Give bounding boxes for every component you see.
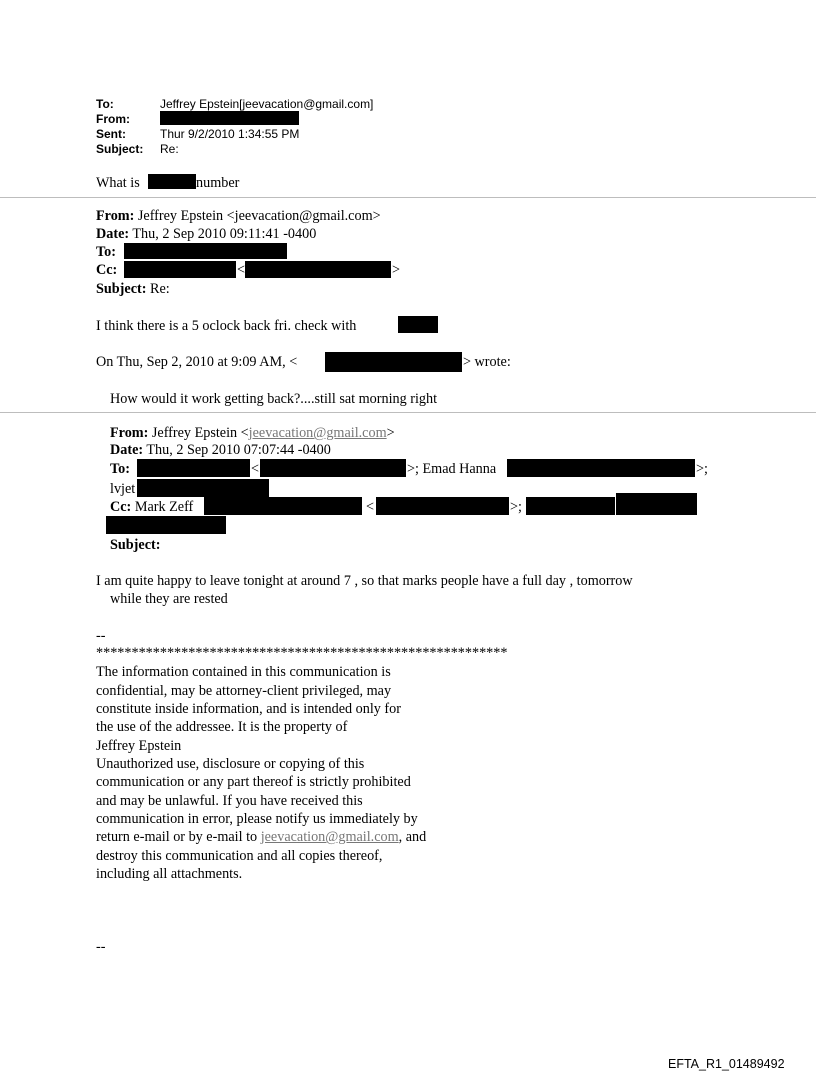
disclaimer-line: communication or any part thereof is strictly prohibited — [96, 774, 411, 790]
redaction-box — [325, 352, 462, 372]
divider — [0, 412, 816, 413]
q2-cc-lt: < — [366, 499, 375, 515]
q2-date-value: Thu, 2 Sep 2010 07:07:44 -0400 — [146, 442, 331, 458]
disclaimer-line: confidential, may be attorney-client privileged, may — [96, 683, 392, 699]
return-post: , and — [398, 829, 427, 845]
q2-body-line1: I am quite happy to leave tonight at around 7 , so that marks people have a full day , tomorrow — [96, 573, 633, 589]
q1-subject-value: Re: — [150, 281, 170, 297]
q1-quote: How would it work getting back?....still sat morning right — [110, 391, 438, 407]
q1-attribution-pre: On Thu, Sep 2, 2010 at 9:09 AM, < — [96, 354, 298, 370]
return-email-link[interactable]: jeevacation@gmail.com — [260, 829, 399, 845]
q2-cc-label: Cc: — [110, 499, 132, 515]
q2-from-email-link[interactable]: jeevacation@gmail.com — [248, 425, 387, 441]
to-value: Jeffrey Epstein[jeevacation@gmail.com] — [160, 97, 374, 111]
disclaimer-line: including all attachments. — [96, 866, 243, 882]
q1-cc-label: Cc: — [96, 262, 118, 278]
q2-date-line — [110, 443, 331, 457]
document-id: EFTA_R1_01489492 — [668, 1057, 785, 1071]
disclaimer-line: and may be unlawful. If you have received this — [96, 793, 363, 809]
redaction-box — [245, 261, 391, 278]
q1-to-label: To: — [96, 244, 116, 260]
disclaimer-line: The information contained in this communication is — [96, 664, 391, 680]
redaction-box — [124, 243, 287, 259]
q1-date-label: Date: — [96, 226, 130, 242]
redaction-box — [160, 111, 299, 125]
divider — [0, 197, 816, 198]
reply-text-pre: What is — [96, 175, 140, 191]
redaction-box — [124, 261, 236, 278]
redaction-box — [507, 459, 695, 477]
disclaimer-return-line — [96, 830, 426, 844]
subject-label: Subject: — [96, 142, 144, 156]
sent-value: Thur 9/2/2010 1:34:55 PM — [160, 127, 300, 141]
q2-to-end: >; — [696, 461, 708, 477]
reply-text-post: number — [196, 175, 240, 191]
q2-to-label: To: — [110, 461, 130, 477]
q2-from-label: From: — [110, 425, 149, 441]
q2-date-label: Date: — [110, 442, 144, 458]
disclaimer-line: the use of the addressee. It is the property of — [96, 719, 348, 735]
to-label: To: — [96, 97, 114, 111]
q2-from-line — [110, 426, 395, 440]
q1-subject-line — [96, 282, 170, 296]
sig-dashes: -- — [96, 628, 106, 644]
subject-value: Re: — [160, 142, 179, 156]
q1-from-value: Jeffrey Epstein <jeevacation@gmail.com> — [137, 208, 381, 224]
q1-cc-lt: < — [237, 262, 246, 278]
redaction-box — [137, 479, 269, 497]
q1-date-line — [96, 227, 316, 241]
disclaimer-line: constitute inside information, and is intended only for — [96, 701, 401, 717]
q2-to-mid: >; Emad Hanna — [407, 461, 497, 477]
q2-from-pre: Jeffrey Epstein < — [151, 425, 249, 441]
q2-cc-line — [110, 500, 193, 514]
q2-to-cont: lvjet — [110, 481, 136, 497]
q1-body: I think there is a 5 oclock back fri. check with — [96, 318, 357, 334]
disclaimer-line: Unauthorized use, disclosure or copying of this — [96, 756, 365, 772]
redaction-box — [137, 459, 250, 477]
q1-attribution-post: > wrote: — [463, 354, 511, 370]
redaction-box — [204, 497, 362, 515]
disclaimer-line: communication in error, please notify us immediately by — [96, 811, 418, 827]
sig-stars: ********************************************************** — [96, 645, 508, 661]
q2-to-lt: < — [251, 461, 260, 477]
q2-body-line2: while they are rested — [110, 591, 228, 607]
redaction-box — [106, 516, 226, 534]
q1-cc-gt: > — [392, 262, 401, 278]
q1-from-line — [96, 209, 381, 223]
redaction-box — [616, 493, 697, 515]
redaction-box — [148, 174, 196, 189]
redaction-box — [376, 497, 509, 515]
from-label: From: — [96, 112, 130, 126]
q1-from-label: From: — [96, 208, 135, 224]
q2-subject-label: Subject: — [110, 537, 161, 553]
q2-cc-gt: >; — [510, 499, 522, 515]
disclaimer-line: Jeffrey Epstein — [96, 738, 182, 754]
sent-label: Sent: — [96, 127, 126, 141]
redaction-box — [526, 497, 615, 515]
q2-from-post: > — [386, 425, 395, 441]
q1-date-value: Thu, 2 Sep 2010 09:11:41 -0400 — [132, 226, 317, 242]
redaction-box — [398, 316, 438, 333]
sig-dashes-end: -- — [96, 939, 106, 955]
q1-subject-label: Subject: — [96, 281, 147, 297]
q2-cc-name: Mark Zeff — [134, 499, 194, 515]
disclaimer-line: destroy this communication and all copies thereof, — [96, 848, 383, 864]
redaction-box — [260, 459, 406, 477]
return-pre: return e-mail or by e-mail to — [96, 829, 261, 845]
